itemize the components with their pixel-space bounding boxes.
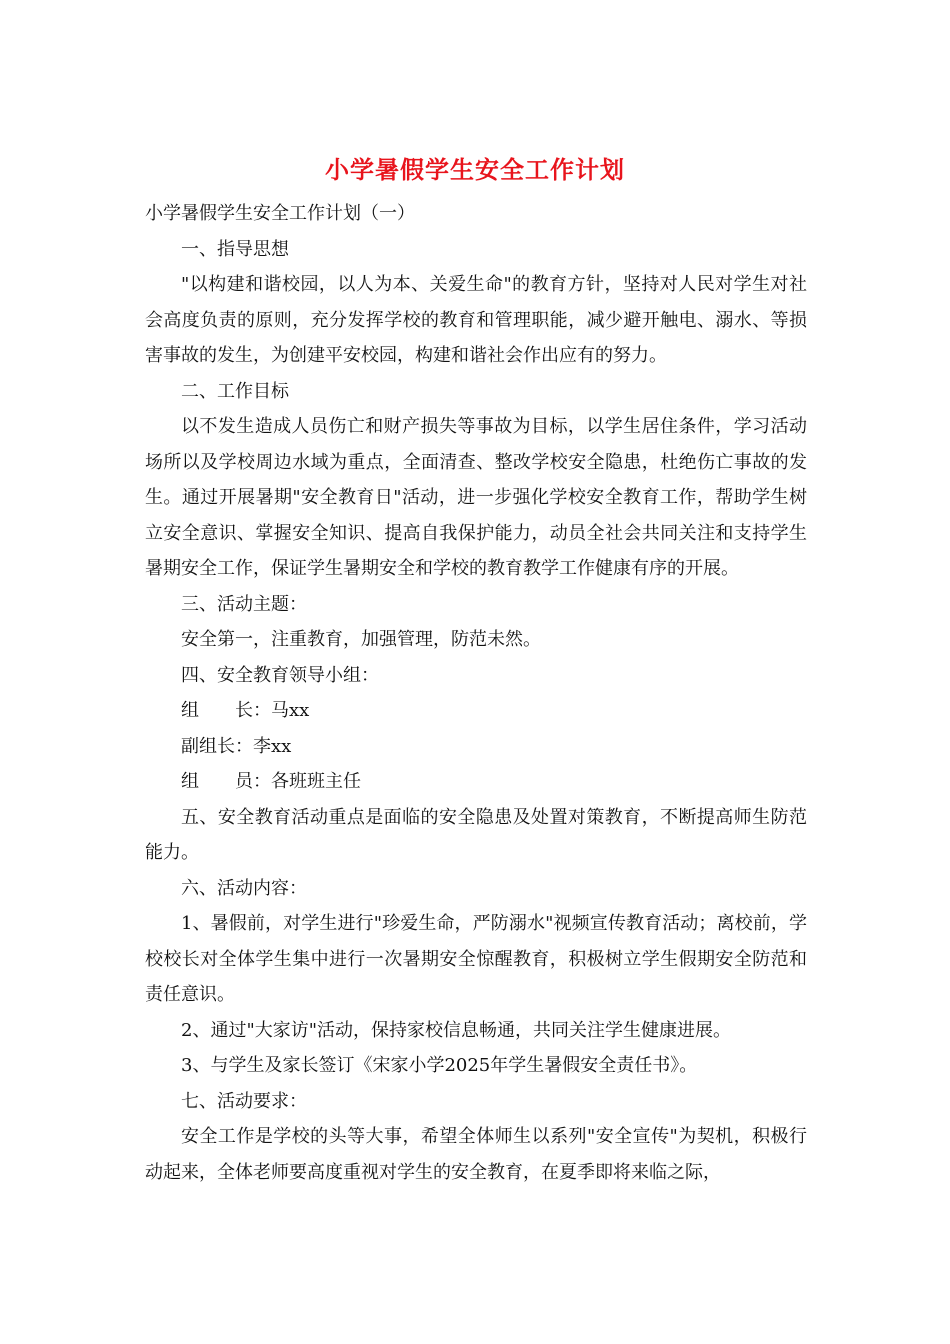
paragraph: 三、活动主题： — [181, 593, 307, 615]
paragraph: 七、活动要求： — [181, 1090, 307, 1112]
paragraph: 3、与学生及家长签订《宋家小学2025年学生暑假安全责任书》。 — [181, 1055, 698, 1076]
paragraph: 五、安全教育活动重点是面临的安全隐患及处置对策教育，不断提高师生防范能力。 — [145, 806, 807, 863]
document-body — [145, 196, 807, 1190]
paragraph: "以构建和谐校园，以人为本、关爱生命"的教育方针，坚持对人民对学生对社会高度负责的原则，充分发挥学校的教育和管理职能，减少避开触电、溺水、等损害事故的发生，为创建平安校园，构建和谐社会作出应有的努力。 — [145, 274, 807, 366]
paragraph: 以不发生造成人员伤亡和财产损失等事故为目标，以学生居住条件，学习活动场所以及学校周边水域为重点，全面清查、整改学校安全隐患，杜绝伤亡事故的发生。通过开展暑期"安全教育日"活动，进一步强化学校安全教育工作，帮助学生树立安全意识、掌握安全知识、提高自我保护能力，动员全社会共同关注和支持学生暑期安全工作，保证学生暑期安全和学校的教育教学工作健康有序的开展。 — [145, 416, 807, 579]
paragraph: 组 长：马xx — [181, 700, 310, 721]
paragraph: 1、暑假前，对学生进行"珍爱生命，严防溺水"视频宣传教育活动；离校前，学校校长对全体学生集中进行一次暑期安全惊醒教育，积极树立学生假期安全防范和责任意识。 — [145, 913, 807, 1005]
paragraph: 二、工作目标 — [181, 380, 289, 402]
paragraph: 小学暑假学生安全工作计划（一） — [145, 203, 415, 224]
paragraph: 副组长：李xx — [181, 735, 292, 757]
paragraph: 安全工作是学校的头等大事，希望全体师生以系列"安全宣传"为契机，积极行动起来，全体老师要高度重视对学生的安全教育，在夏季即将来临之际， — [145, 1126, 807, 1183]
paragraph: 安全第一，注重教育，加强管理，防范未然。 — [181, 629, 541, 650]
paragraph: 2、通过"大家访"活动，保持家校信息畅通，共同关注学生健康进展。 — [181, 1019, 732, 1041]
paragraph: 六、活动内容： — [181, 877, 307, 899]
paragraph: 组 员：各班班主任 — [181, 771, 361, 792]
paragraph: 四、安全教育领导小组： — [181, 664, 379, 686]
document-title: 小学暑假学生安全工作计划 — [325, 155, 625, 184]
paragraph: 一、指导思想 — [181, 238, 289, 260]
